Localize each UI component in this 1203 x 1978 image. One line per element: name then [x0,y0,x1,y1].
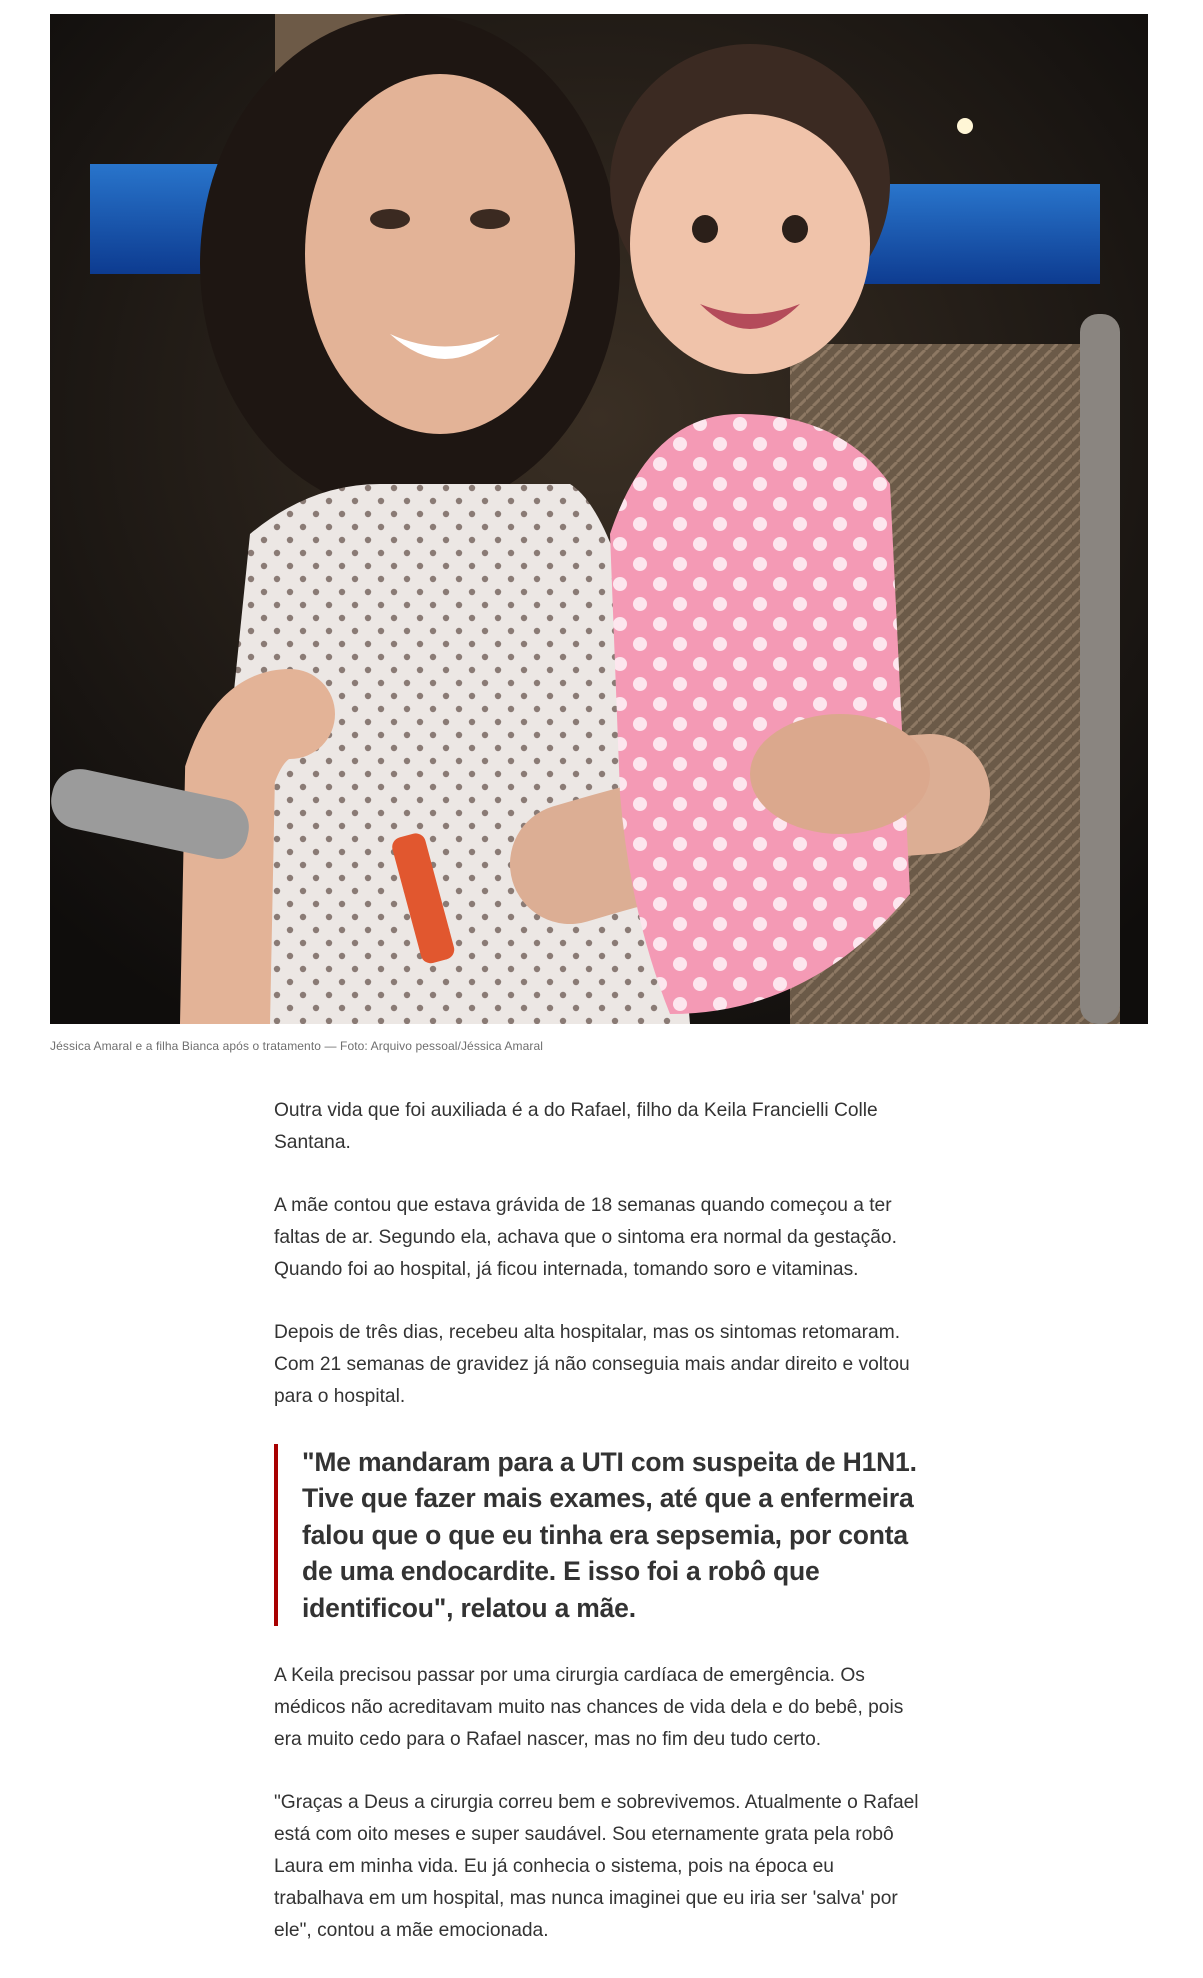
article-body [274,1095,928,1978]
photo-caption: Jéssica Amaral e a filha Bianca após o tratamento — Foto: Arquivo pessoal/Jéssica Amaral [50,1039,544,1053]
pull-quote: "Me mandaram para a UTI com suspeita de H1N1. Tive que fazer mais exames, até que a enfermeira falou que o que eu tinha era sepsemia, por conta de uma endocardite. E isso foi a robô que identificou", relatou a mãe. [274,1444,928,1626]
paragraph: A mãe contou que estava grávida de 18 semanas quando começou a ter faltas de ar. Segundo ela, achava que o sintoma era normal da gestação. Quando foi ao hospital, já ficou internada, tomando soro e vitaminas. [274,1195,897,1280]
article-photo [50,14,1148,1024]
paragraph: "Graças a Deus a cirurgia correu bem e sobrevivemos. Atualmente o Rafael está com oito meses e super saudável. Sou eternamente grata pela robô Laura em minha vida. Eu já conhecia o sistema, pois na época eu trabalhava em um hospital, mas nunca imaginei que eu iria ser 'salva' por ele", contou a mãe emocionada. [274,1792,919,1942]
paragraph: Depois de três dias, recebeu alta hospitalar, mas os sintomas retomaram. Com 21 semanas de gravidez já não conseguia mais andar direito e voltou para o hospital. [274,1322,910,1407]
paragraph: Outra vida que foi auxiliada é a do Rafael, filho da Keila Francielli Colle Santana. [274,1100,878,1153]
photo-illustration [50,14,1148,1024]
paragraph: A Keila precisou passar por uma cirurgia cardíaca de emergência. Os médicos não acreditavam muito nas chances de vida dela e do bebê, pois era muito cedo para o Rafael nascer, mas no fim deu tudo certo. [274,1665,904,1751]
